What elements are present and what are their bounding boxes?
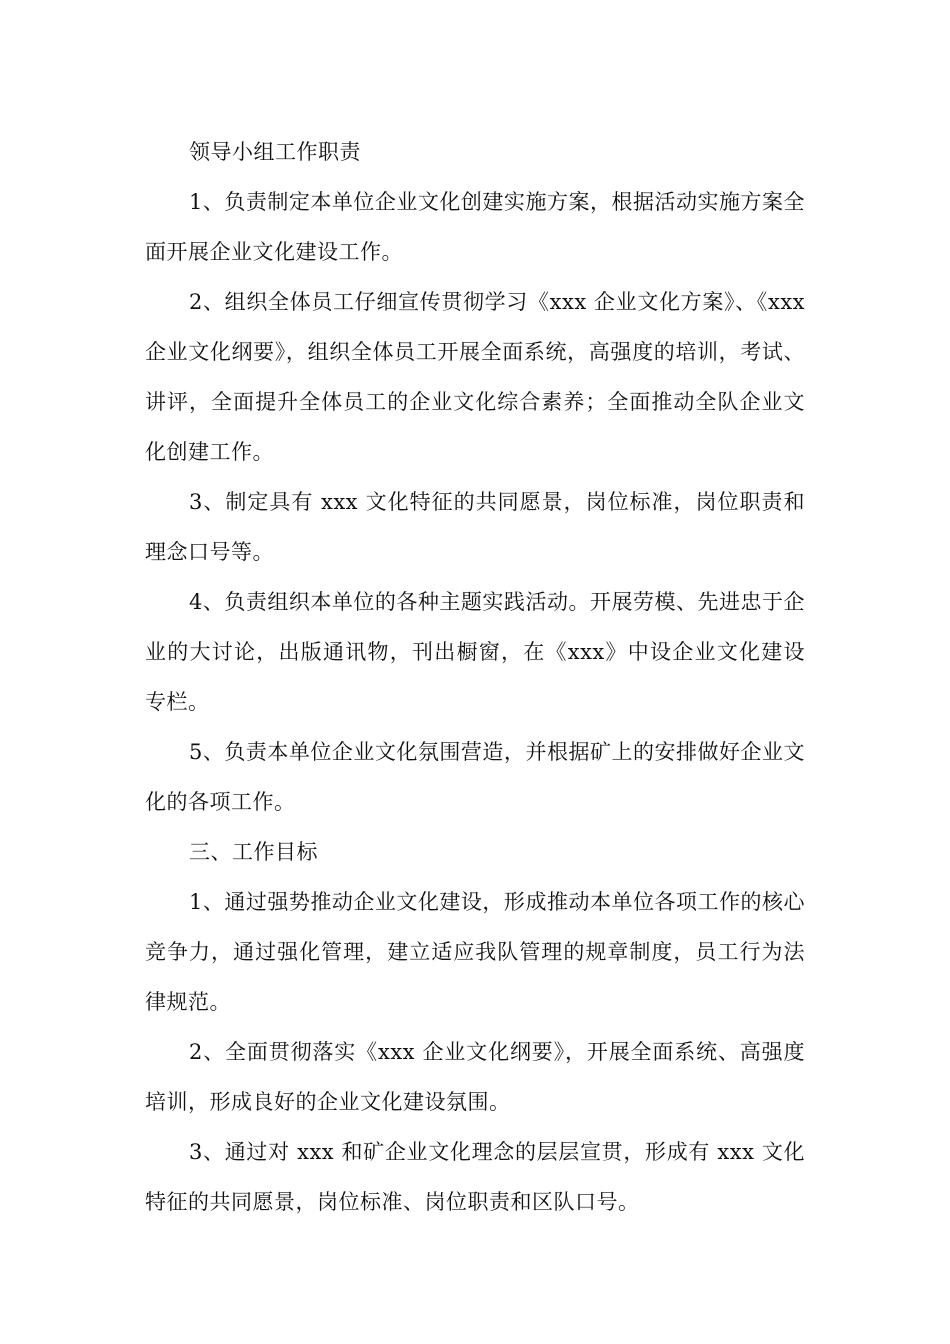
section-heading-leading-group-duties: 领导小组工作职责: [189, 140, 361, 164]
goal-item-1: 1、通过强势推动企业文化建设，形成推动本单位各项工作的核心竞争力，通过强化管理，建立适应我队管理的规章制度，员工行为法律规范。: [145, 890, 805, 1014]
goal-item-3: 3、通过对 xxx 和矿企业文化理念的层层宣贯，形成有 xxx 文化特征的共同愿景，岗位标准、岗位职责和区队口号。: [145, 1140, 805, 1214]
duty-item-3: 3、制定具有 xxx 文化特征的共同愿景，岗位标准，岗位职责和理念口号等。: [145, 490, 805, 564]
duty-item-5: 5、负责本单位企业文化氛围营造，并根据矿上的安排做好企业文化的各项工作。: [145, 740, 805, 814]
duty-item-1: 1、负责制定本单位企业文化创建实施方案，根据活动实施方案全面开展企业文化建设工作。: [145, 190, 805, 264]
section-heading-work-goals: 三、工作目标: [189, 840, 318, 864]
goal-item-2: 2、全面贯彻落实《xxx 企业文化纲要》，开展全面系统、高强度培训，形成良好的企业文化建设氛围。: [145, 1040, 805, 1114]
duty-item-4: 4、负责组织本单位的各种主题实践活动。开展劳模、先进忠于企业的大讨论，出版通讯物，刊出橱窗，在《xxx》中设企业文化建设专栏。: [145, 590, 805, 714]
duty-item-2: 2、组织全体员工仔细宣传贯彻学习《xxx 企业文化方案》、《xxx 企业文化纲要》，组织全体员工开展全面系统，高强度的培训，考试、讲评，全面提升全体员工的企业文化综合素养；全面推动全队企业文化创建工作。: [145, 290, 805, 464]
document-body: [145, 127, 805, 1227]
